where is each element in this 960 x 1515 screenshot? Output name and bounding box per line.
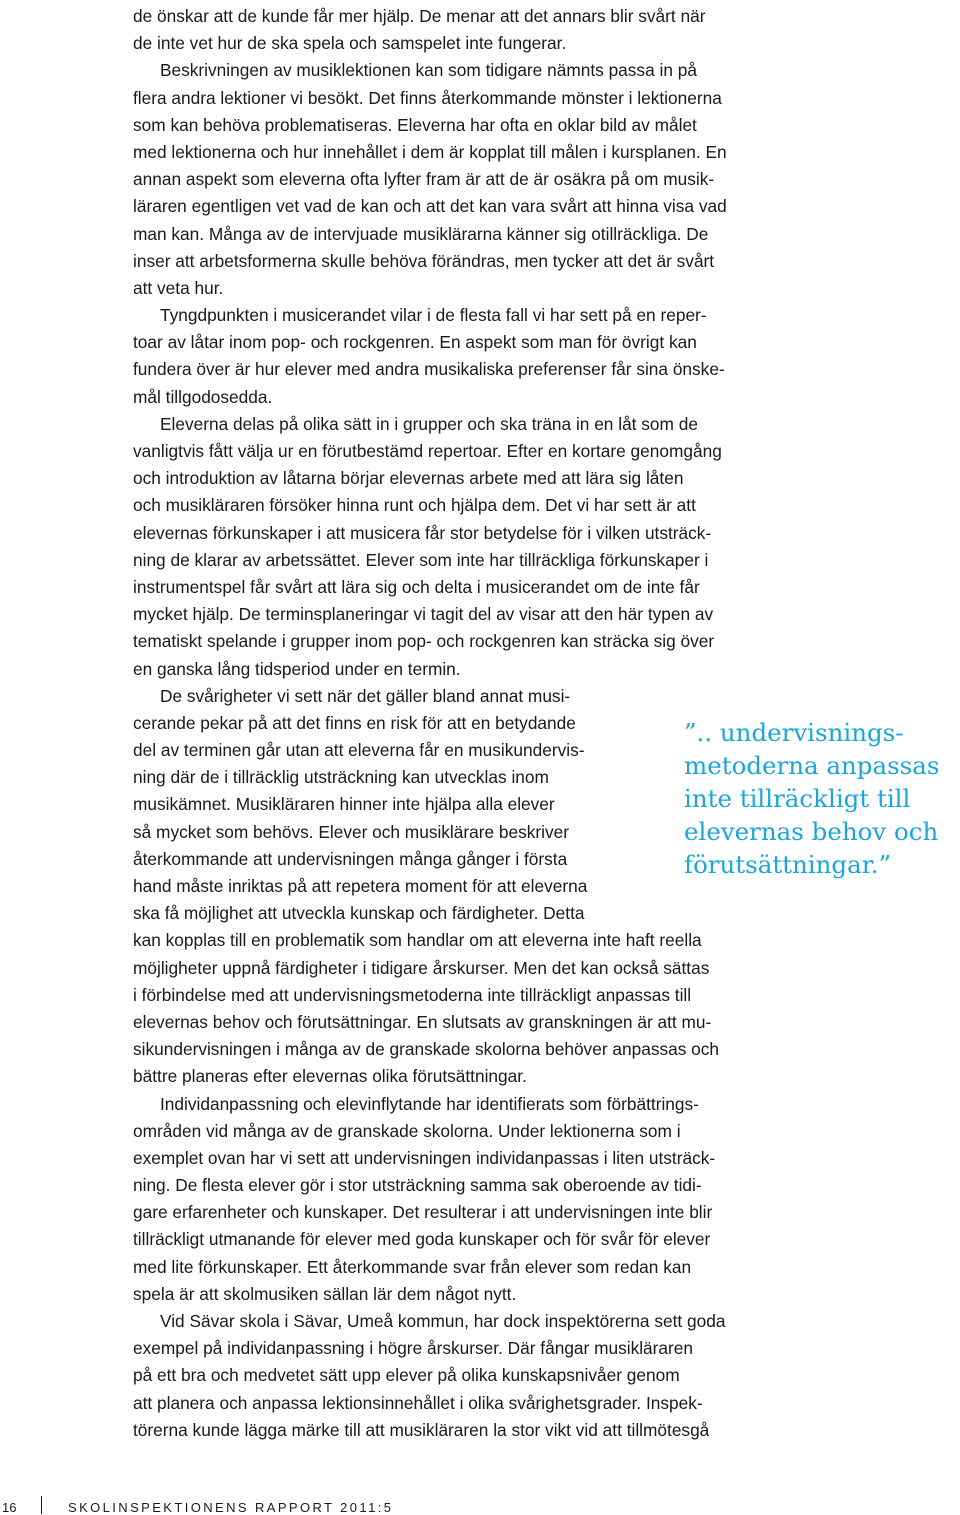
body-line: Beskrivningen av musiklektionen kan som tidigare nämnts passa in på bbox=[160, 60, 697, 81]
body-line: vanligtvis fått välja ur en förutbestämd repertoar. Efter en kortare genomgång bbox=[133, 441, 722, 461]
body-line: Individanpassning och elevinflytande har identifierats som förbättrings- bbox=[160, 1093, 699, 1114]
body-line: ning. De flesta elever gör i stor utsträckning samma sak oberoende av tidi- bbox=[133, 1175, 702, 1196]
body-line: Tyngdpunkten i musicerandet vilar i de flesta fall vi har sett på en reper- bbox=[160, 305, 707, 326]
body-line: så mycket som behövs. Elever och musiklärare beskriver bbox=[133, 821, 570, 842]
body-line: Vid Sävar skola i Sävar, Umeå kommun, har dock inspektörerna sett goda bbox=[160, 1311, 726, 1331]
body-line: att planera och anpassa lektionsinnehållet i olika svårighetsgrader. Inspek- bbox=[133, 1392, 703, 1413]
page-number: 16 bbox=[2, 1500, 17, 1515]
body-line: ska få möjlighet att utveckla kunskap och färdigheter. Detta bbox=[133, 903, 585, 924]
body-line: cerande pekar på att det finns en risk för att en betydande bbox=[133, 712, 576, 733]
pull-quote-line: ”.. undervisnings- bbox=[684, 718, 904, 747]
body-line: toar av låtar inom pop- och rockgenren. En aspekt som man för övrigt kan bbox=[133, 332, 697, 353]
body-line: bättre planeras efter elevernas olika förutsättningar. bbox=[133, 1066, 527, 1087]
body-line: tematiskt spelande i grupper inom pop- och rockgenren kan sträcka sig över bbox=[133, 631, 715, 652]
body-line: De svårigheter vi sett när det gäller bland annat musi- bbox=[160, 685, 571, 706]
body-line: Eleverna delas på olika sätt in i grupper och ska träna in en låt som de bbox=[160, 413, 698, 434]
pull-quote-line: inte tillräckligt till bbox=[684, 784, 911, 813]
body-line: mål tillgodosedda. bbox=[133, 386, 273, 407]
body-line: törerna kunde lägga märke till att musikläraren la stor vikt vid att tillmötesgå bbox=[133, 1419, 710, 1440]
body-line: läraren egentligen vet vad de kan och att det kan vara svårt att hinna visa vad bbox=[133, 196, 727, 217]
body-line: gare erfarenheter och kunskaper. Det resulterar i att undervisningen inte blir bbox=[133, 1202, 713, 1223]
body-line: spela är att skolmusiken sällan lär dem något nytt. bbox=[133, 1283, 517, 1304]
body-line: och introduktion av låtarna börjar elevernas arbete med att lära sig låten bbox=[133, 468, 684, 489]
body-line: exempel på individanpassning i högre årskurser. Där fångar musikläraren bbox=[133, 1338, 694, 1359]
page-footer bbox=[0, 1496, 960, 1514]
body-line: hand måste inriktas på att repetera moment för att eleverna bbox=[133, 876, 588, 896]
body-line: med lite förkunskaper. Ett återkommande svar från elever som redan kan bbox=[133, 1256, 692, 1277]
body-line: sikundervisningen i många av de granskade skolorna behöver anpassas och bbox=[133, 1039, 720, 1060]
pull-quote-line: elevernas behov och bbox=[684, 817, 939, 846]
body-line: i förbindelse med att undervisningsmetoderna inte tillräckligt anpassas till bbox=[133, 984, 692, 1005]
footer-divider bbox=[41, 1496, 42, 1514]
body-line: inser att arbetsformerna skulle behöva förändras, men tycker att det är svårt bbox=[133, 250, 715, 271]
body-line: att veta hur. bbox=[133, 277, 224, 298]
body-line: kan kopplas till en problematik som handlar om att eleverna inte haft reella bbox=[133, 930, 702, 951]
body-line: de inte vet hur de ska spela och samspelet inte fungerar. bbox=[133, 33, 567, 54]
body-line: och musikläraren försöker hinna runt och hjälpa dem. Det vi har sett är att bbox=[133, 495, 696, 516]
body-line: en ganska lång tidsperiod under en termin. bbox=[133, 658, 461, 679]
body-line: områden vid många av de granskade skolorna. Under lektionerna som i bbox=[133, 1120, 681, 1141]
body-line: annan aspekt som eleverna ofta lyfter fram är att de är osäkra på om musik- bbox=[133, 169, 715, 190]
body-line: exemplet ovan har vi sett att undervisningen individanpassas i liten utsträck- bbox=[133, 1147, 716, 1168]
body-line: som kan behöva problematiseras. Eleverna har ofta en oklar bild av målet bbox=[133, 114, 697, 135]
body-line: flera andra lektioner vi besökt. Det finns återkommande mönster i lektionerna bbox=[133, 87, 722, 108]
body-line: instrumentspel får svårt att lära sig och delta i musicerandet om de inte får bbox=[133, 576, 700, 597]
body-line: musikämnet. Musikläraren hinner inte hjälpa alla elever bbox=[133, 794, 555, 815]
body-line: de önskar att de kunde får mer hjälp. De menar att det annars blir svårt när bbox=[133, 6, 706, 26]
report-title: SKOLINSPEKTIONENS RAPPORT 2011:5 bbox=[68, 1500, 394, 1515]
body-line: elevernas förkunskaper i att musicera får stor betydelse för i vilken utsträck- bbox=[133, 522, 712, 543]
pull-quote-line: metoderna anpassas bbox=[684, 751, 940, 780]
body-line: man kan. Många av de intervjuade musiklärarna känner sig otillräckliga. De bbox=[133, 223, 709, 244]
pull-quote bbox=[684, 716, 960, 881]
body-line: möjligheter uppnå färdigheter i tidigare årskurser. Men det kan också sättas bbox=[133, 957, 710, 978]
body-line: med lektionerna och hur innehållet i dem är kopplat till målen i kursplanen. En bbox=[133, 141, 727, 162]
body-line: mycket hjälp. De terminsplaneringar vi tagit del av visar att den här typen av bbox=[133, 604, 714, 625]
body-line: ning de klarar av arbetssättet. Elever som inte har tillräckliga förkunskaper i bbox=[133, 549, 709, 570]
body-line: del av terminen går utan att eleverna får en musikundervis- bbox=[133, 740, 585, 761]
body-line: tillräckligt utmanande för elever med goda kunskaper och för svår för elever bbox=[133, 1229, 711, 1250]
body-line: återkommande att undervisningen många gånger i första bbox=[133, 848, 568, 869]
body-line: elevernas behov och förutsättningar. En slutsats av granskningen är att mu- bbox=[133, 1011, 712, 1032]
body-line: fundera över är hur elever med andra musikaliska preferenser får sina önske- bbox=[133, 359, 725, 380]
pull-quote-line: förutsättningar.” bbox=[684, 850, 892, 879]
body-line: ning där de i tillräcklig utsträckning kan utvecklas inom bbox=[133, 767, 549, 788]
body-line: på ett bra och medvetet sätt upp elever på olika kunskapsnivåer genom bbox=[133, 1365, 680, 1386]
